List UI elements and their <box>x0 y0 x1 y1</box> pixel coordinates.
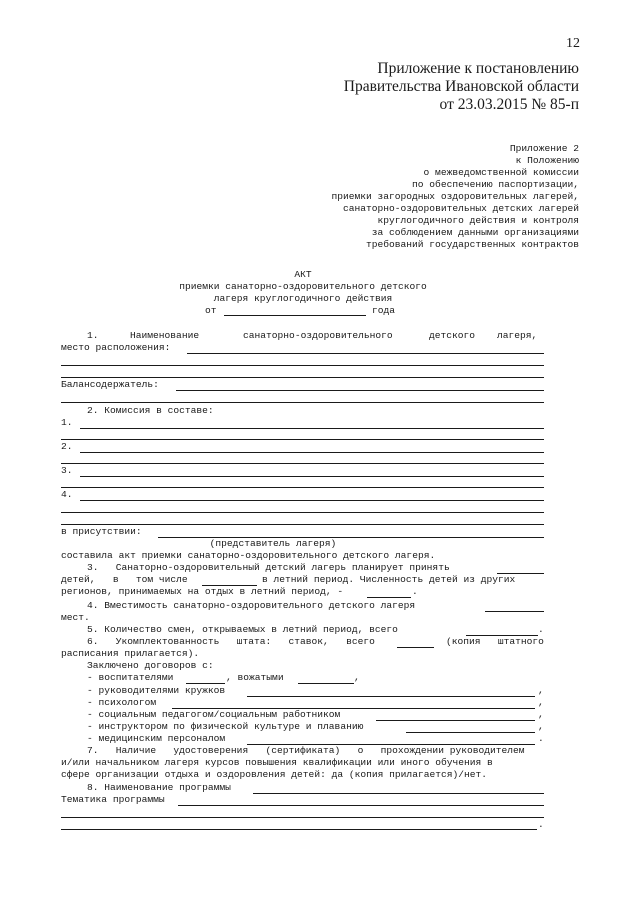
title-line-3: лагеря круглогодичного действия <box>213 293 393 304</box>
member-number: 3. <box>61 465 73 476</box>
contract-medical-label: - медицинским персоналом <box>87 733 226 744</box>
location-field-continued[interactable] <box>61 377 544 378</box>
program-theme-field[interactable] <box>178 805 544 806</box>
item5-text: 5. Количество смен, открываемых в летний период, всего <box>87 624 398 635</box>
contracts-title: Заключено договоров с: <box>87 660 214 671</box>
member-3-field-continued[interactable] <box>61 487 544 488</box>
appendix-line: санаторно-оздоровительных детских лагерей <box>342 203 579 214</box>
page-number: 12 <box>566 36 580 51</box>
item1-word: санаторно-оздоровительного <box>243 330 393 341</box>
contract-clubs-label: - руководителями кружков <box>87 685 226 696</box>
item1-word: детского <box>429 330 476 341</box>
program-theme-label: Тематика программы <box>61 794 165 805</box>
member-2-field[interactable] <box>80 452 544 453</box>
contract-counselors-label: , вожатыми <box>226 672 284 683</box>
item1-word: лагеря, <box>497 330 538 341</box>
contract-educators-label: - воспитателями <box>87 672 174 683</box>
appendix-line: Приложение 2 <box>509 143 579 154</box>
balance-holder-field[interactable] <box>176 390 544 391</box>
program-name-field[interactable] <box>253 793 544 794</box>
title-line-1: АКТ <box>294 269 312 280</box>
in-presence-label: в присутствии: <box>61 526 142 537</box>
program-theme-field-continued[interactable] <box>61 817 544 818</box>
member-3-field[interactable] <box>80 476 544 477</box>
date-suffix: года <box>372 305 396 316</box>
commission-label: 2. Комиссия в составе: <box>87 405 214 416</box>
member-1-field[interactable] <box>80 428 544 429</box>
program-name-label: 8. Наименование программы <box>87 782 231 793</box>
location-field[interactable] <box>187 353 544 354</box>
capacity-field[interactable] <box>485 611 544 612</box>
contract-psych-label: - психологом <box>87 697 157 708</box>
member-2-field-continued[interactable] <box>61 463 544 464</box>
member-4-field[interactable] <box>80 500 544 501</box>
item3-line3b: . <box>412 586 418 597</box>
contract-medical-end: . <box>538 733 544 744</box>
header-line-1: Приложение к постановлению <box>377 60 579 77</box>
item7-line2: и/или начальником лагеря курсов повышения квалификации или иного обучения в <box>61 757 493 768</box>
contract-social-end: , <box>538 709 544 720</box>
appendix-line: о межведомственной комиссии <box>423 167 579 178</box>
item4-line2: мест. <box>61 612 90 623</box>
staff-rates-field[interactable] <box>397 647 434 648</box>
member-number: 4. <box>61 489 73 500</box>
item3-line2b: в летний период. Численность детей из других <box>262 574 516 585</box>
balance-holder-label: Балансодержатель: <box>61 379 159 390</box>
location-field-continued[interactable] <box>61 365 544 366</box>
item3-line1: 3. Санаторно-оздоровительный детский лагерь планирует принять <box>87 562 450 573</box>
contract-phys-field[interactable] <box>406 732 535 733</box>
contract-counselors-end: , <box>354 672 360 683</box>
item4-line1: 4. Вместимость санаторно-оздоровительного детского лагеря <box>87 600 416 611</box>
header-line-3: от 23.03.2015 № 85-п <box>439 96 579 113</box>
appendix-line: требований государственных контрактов <box>365 239 579 250</box>
location-label: место расположения: <box>61 342 171 353</box>
item1-word: Наименование <box>130 330 200 341</box>
item3-line2a: детей, в том числе <box>61 574 188 585</box>
representative-caption: (представитель лагеря) <box>209 538 337 549</box>
title-line-2: приемки санаторно-оздоровительного детского <box>179 281 427 292</box>
member-number: 2. <box>61 441 73 452</box>
header-line-2: Правительства Ивановской области <box>343 78 579 95</box>
other-regions-field[interactable] <box>367 597 411 598</box>
member-4-field-continued[interactable] <box>61 512 544 513</box>
contract-social-label: - социальным педагогом/социальным работником <box>87 709 341 720</box>
final-period: . <box>538 819 544 830</box>
item6-line1b: (копия штатного <box>446 636 544 647</box>
member-4-field-continued[interactable] <box>61 524 544 525</box>
appendix-line: к Положению <box>515 155 579 166</box>
item6-line2: расписания прилагается). <box>61 648 200 659</box>
appendix-line: приемки загородных оздоровительных лагерей, <box>331 191 579 202</box>
appendix-line: круглогодичного действия и контроля <box>377 215 579 226</box>
balance-holder-field-continued[interactable] <box>61 402 544 403</box>
contract-psych-end: , <box>538 697 544 708</box>
contract-clubs-field[interactable] <box>247 696 535 697</box>
contract-counselors-field[interactable] <box>298 683 354 684</box>
appendix-line: за соблюдением данными организациями <box>371 227 579 238</box>
date-prefix: от <box>205 305 217 316</box>
item7-line3: сфере организации отдыха и оздоровления детей: да (копия прилагается)/нет. <box>61 769 488 780</box>
date-field[interactable] <box>224 315 366 316</box>
item1-number: 1. <box>87 330 99 341</box>
item5-end: . <box>538 624 544 635</box>
appendix-line: по обеспечению паспортизации, <box>412 179 579 190</box>
member-1-field-continued[interactable] <box>61 439 544 440</box>
contract-phys-end: , <box>538 721 544 732</box>
contract-social-field[interactable] <box>376 720 535 721</box>
contract-educators-field[interactable] <box>186 683 225 684</box>
compiled-act-text: составила акт приемки санаторно-оздоровительного детского лагеря. <box>61 550 436 561</box>
contract-clubs-end: , <box>538 685 544 696</box>
item6-line1a: 6. Укомплектованность штата: ставок, всего <box>87 636 375 647</box>
item3-line3a: регионов, принимаемых на отдых в летний период, - <box>61 586 344 597</box>
program-theme-field-continued[interactable] <box>61 829 537 830</box>
member-number: 1. <box>61 417 73 428</box>
item7-line1: 7. Наличие удостоверения (сертификата) о прохождении руководителем <box>87 745 525 756</box>
contract-phys-label: - инструктором по физической культуре и плаванию <box>87 721 364 732</box>
